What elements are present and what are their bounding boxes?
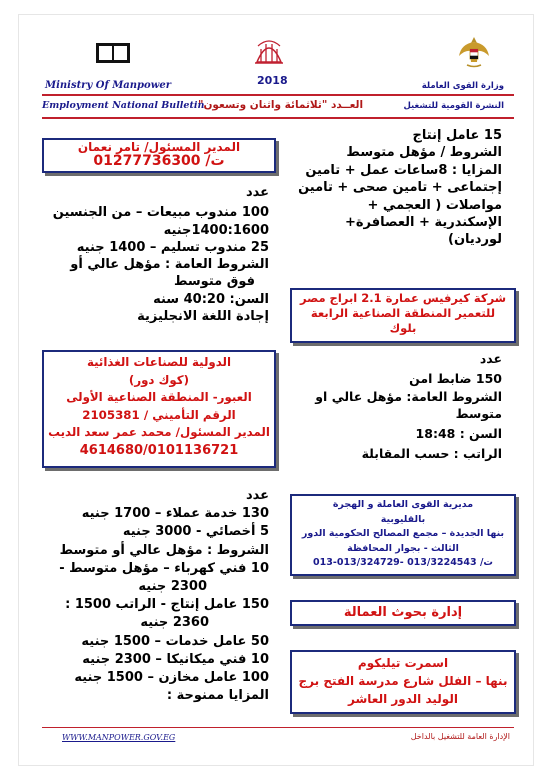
listing-line: الراتب : حسب المقابلة (361, 446, 502, 462)
directorate-box-qalyubia (290, 494, 516, 576)
listing-line: 2360 جنيه (140, 615, 209, 631)
box-line: (كوك دور) (128, 372, 190, 387)
box-line: بنها الجديدة – مجمع المصالح الحكومية الدور (301, 528, 505, 539)
ministry-ar: وزارة القوى العاملة (421, 81, 504, 91)
box-line: الدولية للصناعات الغذائية (86, 355, 232, 369)
listing-line: الشروط : مؤهل عالي أو متوسط (59, 542, 269, 558)
listing-line: مواصلات ( العجمي + (367, 197, 502, 213)
header-divider-2 (42, 117, 514, 119)
footer-divider (42, 727, 514, 728)
box-line: 4614680/0101136721 (79, 442, 239, 458)
listing-line: 130 خدمة عملاء – 1700 جنيه (81, 506, 269, 522)
box-line: شركة كيرفيس عمارة 2.1 ابراج مصر (299, 291, 507, 305)
issue-year: 2018 (257, 74, 288, 87)
listing-line: 150 عامل إنتاج - الراتب 1500 : (65, 597, 269, 613)
listing-line: 50 عامل خدمات – 1500 جنيه (81, 633, 269, 649)
job-listing-sales-reps (39, 184, 269, 325)
manpower-logo (95, 40, 131, 66)
listing-line: المزايا ممنوحة : (166, 688, 269, 704)
labor-research-box (290, 600, 516, 626)
job-listing-security-officers (282, 350, 502, 463)
listing-line: 10 فني ميكانيكا – 2300 جنيه (82, 651, 269, 667)
listing-line: الشروط العامة : مؤهل عالي أو (70, 257, 269, 273)
listing-line: إجتماعى + تامين صحى + تامين (298, 180, 502, 196)
box-line: المدير المسئول/ تامر نعمان (77, 140, 241, 154)
bulletin-ar: النشرة القومية للتشغيل (403, 101, 504, 111)
listing-line: 15 عامل إنتاج (412, 128, 502, 143)
listing-line: السن: 40:20 سنه (153, 291, 269, 307)
footer-department: الإدارة العامة للتشغيل بالداخل (410, 732, 510, 741)
job-listing-customer-service (39, 487, 269, 705)
company-box-asmart (290, 650, 516, 714)
listing-line: 150 ضابط امن (409, 371, 502, 387)
box-line: للتعمير المنطقة الصناعية الرابعة (310, 306, 496, 320)
listing-line: المزايا : 8ساعات عمل + تامين (305, 162, 502, 178)
egypt-eagle-icon (457, 34, 491, 70)
listing-line: 100 مندوب مبيعات – من الجنسين (52, 205, 269, 221)
box-line: مديرية القوى العاملة و الهجرة (332, 499, 474, 510)
box-line: بلوك (389, 321, 417, 335)
box-line: اسمرت تيليكوم (357, 656, 449, 670)
box-line: بنها – الفلل شارع مدرسة الفتح برج (298, 674, 508, 688)
footer-url-link[interactable]: WWW.MANPOWER.GOV.EG (62, 733, 176, 742)
listing-line: فوق متوسط (173, 274, 255, 290)
box-line: المدير المسئول/ محمد عمر سعد الديب (48, 425, 270, 440)
manager-box-tamer (42, 138, 276, 173)
listing-line: لورديان) (448, 232, 502, 248)
bulletin-en: Employment National Bulletin (42, 100, 205, 111)
listing-line: عدد (479, 351, 502, 366)
header-divider (42, 94, 514, 96)
company-box-cook-door (42, 350, 276, 468)
box-line: العبور- المنطقة الصناعية الأولى (66, 390, 252, 405)
ministry-en: Ministry Of Manpower (45, 80, 171, 91)
listing-line: الإسكندرية + العصافرة+ (344, 215, 502, 231)
issue-title: العــدد "ثلاثمائة واثنان وتسعون" (198, 99, 364, 111)
listing-line: 1400:1600جنيه (163, 222, 269, 238)
listing-line: متوسط (455, 405, 502, 421)
box-title: إدارة بحوث العمالة (343, 605, 463, 620)
listing-line: عدد (245, 185, 269, 200)
box-line: الثالث - بجوار المحافظة (347, 542, 459, 554)
listing-line: الشروط العامة: مؤهل عالي او (315, 388, 502, 404)
box-line: بالقليوبية (380, 513, 426, 525)
listing-line: الشروط / مؤهل متوسط (346, 145, 502, 161)
listing-line: 25 مندوب تسليم – 1400 جنيه (76, 239, 269, 255)
company-box-kirvis (290, 288, 516, 343)
listing-line: السن : 18:48 (415, 426, 502, 442)
listing-line: إجادة اللغة الانجليزية (137, 309, 269, 325)
box-line: الوليد الدور العاشر (348, 692, 458, 706)
listing-line: 100 عامل مخازن – 1500 جنيه (74, 670, 269, 686)
listing-line: 2300 جنيه (138, 579, 207, 595)
listing-line: 10 فني كهرباء – مؤهل متوسط - (59, 560, 269, 576)
listing-line: 5 أخصائي - 3000 جنيه (122, 524, 269, 540)
job-listing-production-workers (272, 127, 502, 249)
box-line: الرقم التأميني / 2105381 (82, 407, 236, 422)
box-line: ت/ 01277736300 (93, 152, 225, 169)
bulletin-emblem (252, 32, 286, 68)
listing-line: عدد (245, 488, 269, 503)
box-line: ت/ 013/3224543 -013/324729-013 (313, 557, 493, 568)
